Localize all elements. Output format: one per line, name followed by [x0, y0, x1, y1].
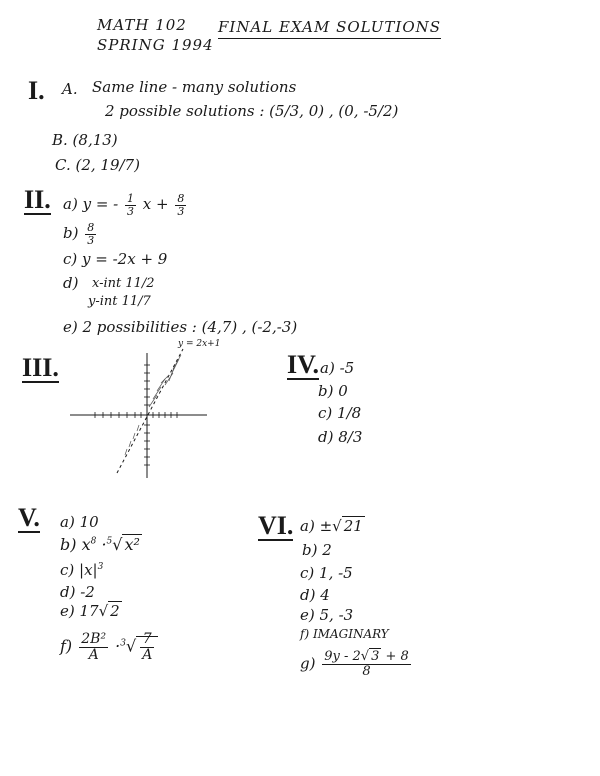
course-label: MATH 102	[97, 16, 187, 34]
section-2-numeral: II.	[24, 185, 51, 214]
section-4-numeral: IV.	[287, 350, 320, 379]
section-6-e: e) 5, -3	[300, 606, 354, 624]
section-1-a-line2: 2 possible solutions : (5/3, 0) , (0, -5/2)	[105, 102, 399, 120]
section-2-a-y: y = -	[82, 195, 119, 214]
section-5-e-label: e) 17	[60, 602, 99, 620]
section-6-c: c) 1, -5	[300, 564, 353, 582]
section-3-numeral: III.	[22, 353, 59, 382]
section-2-c: c) y = -2x + 9	[63, 250, 168, 268]
section-2-a-label: a)	[63, 195, 78, 214]
section-6-a-radicand: 21	[343, 517, 363, 535]
section-2-b-frac: $\frac{8}{3}$	[87, 221, 95, 247]
section-5-f-index: 3	[120, 638, 126, 649]
section-5-b-label: b)	[60, 535, 77, 554]
section-4-d: d) 8/3	[318, 428, 363, 446]
section-5-b-dot: ·	[101, 535, 107, 554]
section-6-g	[300, 650, 413, 678]
section-5-c-exp: 3	[97, 562, 104, 572]
section-5-f-radfrac: $\frac{7}{A}$	[142, 631, 153, 663]
section-5-c-label: c) |x|	[60, 561, 98, 579]
section-1-a-line1: Same line - many solutions	[92, 78, 297, 96]
section-5-f-label: f)	[60, 636, 73, 656]
section-5-e: e) 17√ 2	[60, 602, 120, 620]
section-5-f-frac: $\frac{\text{2B²}}{A}$	[81, 631, 107, 663]
line-graph	[65, 335, 215, 480]
section-6-a-label: a) ±	[300, 517, 333, 535]
section-5-b-radicand: x²	[124, 535, 140, 554]
section-4-a: a) -5	[320, 359, 355, 377]
section-6-b: b) 2	[302, 541, 332, 559]
section-2-b-label: b)	[63, 224, 79, 243]
section-6-d: d) 4	[300, 586, 330, 604]
section-5-a: a) 10	[60, 513, 99, 531]
section-6-g-label: g)	[300, 654, 316, 673]
section-5-f: f) $\frac{\text{2B²}}{A}$ ·$^3$√ $\frac{7}{A}$	[60, 632, 158, 662]
section-2-a	[63, 193, 188, 217]
section-5-d: d) -2	[60, 583, 95, 601]
section-6-f: f) IMAGINARY	[300, 627, 389, 641]
section-6-a: a) ±√ 21	[300, 517, 363, 535]
section-4-b: b) 0	[318, 382, 348, 400]
section-1-numeral: I.	[28, 76, 45, 105]
section-6-numeral: VI.	[258, 511, 294, 540]
section-2-e: e) 2 possibilities : (4,7) , (-2,-3)	[63, 318, 298, 336]
section-5-b-base: x	[81, 535, 91, 554]
section-1-c: C. (2, 19/7)	[55, 156, 140, 174]
section-5-b-exp: 8	[90, 536, 97, 547]
section-2-d-line1: x-int 11/2	[92, 276, 155, 291]
section-5-e-radicand: 2	[110, 602, 120, 620]
section-4-c: c) 1/8	[318, 404, 362, 422]
section-2-d-line2: y-int 11/7	[88, 294, 151, 309]
section-2-d-label: d)	[63, 274, 79, 292]
section-1-b: B. (8,13)	[52, 131, 118, 149]
section-5-numeral: V.	[18, 503, 40, 532]
section-5-b: b) $x^8 \cdot^5√$ x²	[60, 535, 140, 554]
graph-line-label: y = 2x+1	[178, 339, 221, 349]
section-2-a-frac1: $\frac{1}{3}$	[127, 192, 135, 218]
page-title: FINAL EXAM SOLUTIONS	[218, 20, 441, 39]
section-5-b-index: 5	[106, 536, 113, 547]
term-label: SPRING 1994	[97, 36, 214, 54]
section-2-a-frac2: $\frac{8}{3}$	[177, 192, 185, 218]
section-5-c	[60, 563, 103, 578]
section-2-b	[63, 222, 98, 246]
section-6-g-frac: $\frac{9y - 2√ 3 + 8}{8}$	[324, 649, 409, 679]
section-2-a-mid: x +	[142, 195, 169, 214]
section-1-a-label: A.	[62, 80, 78, 98]
